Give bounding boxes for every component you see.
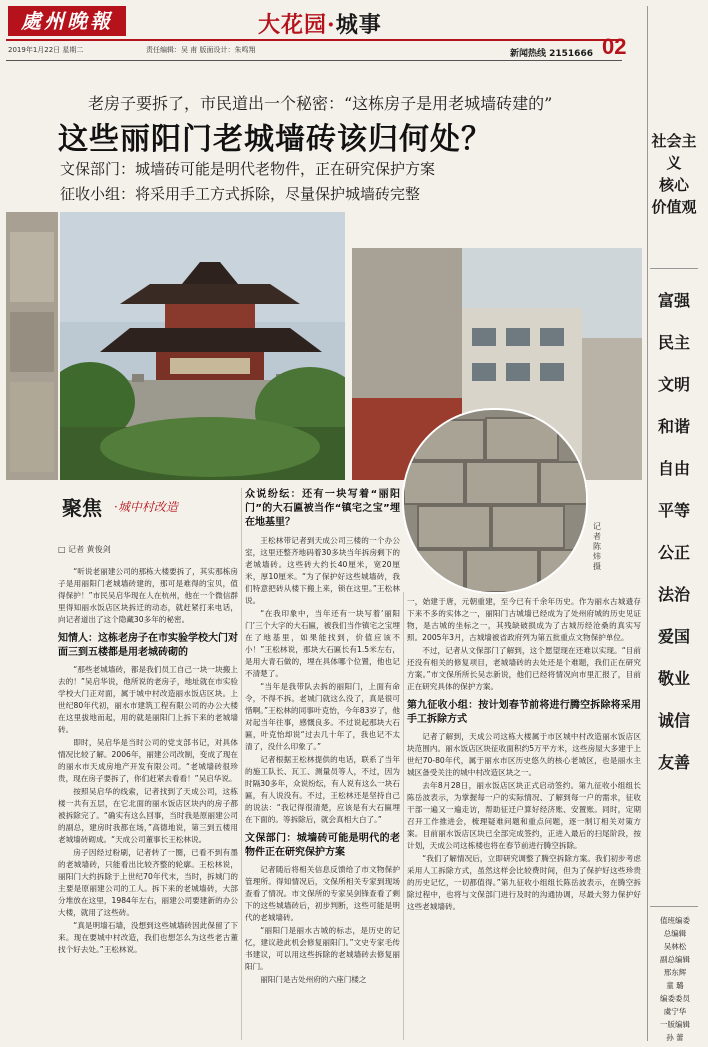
duty-credits [651,914,699,1044]
paragraph: 不过，记者从文保部门了解到，这个愿望现在还难以实现。“目前还没有相关的修复项目，老城墙砖的去处还是个难题，我们正在研究方案。”市文保所所长吴志新说，他们已经将情况向市里汇报了，目前正在研究具体的保护方案。 [407,646,641,691]
focus-title: 聚焦 [62,496,102,520]
column-2 [245,488,400,1040]
rail-value: 爱国 [657,627,690,646]
paragraph: 去年8月28日，丽水饭店区块正式启动签约。第九征收小组组长陈岳波表示，为掌握每一户的实际情况、了解到每一户的需求，征收干部一遍又一遍走访，帮助征迁户算好经济账、安置账。同时，定期召开工作推进会，梳理疑难问题和重点问题，逐一制订相关对策方案。目前丽水饭店区块已全部完成签约，正进入最后的扫尾阶段，按计划，天成公司这栋楼也将在春节前进行腾空拆除。 [407,781,641,850]
editor-credits: 责任编辑：吴 甫 版面设计：朱鸣翔 [146,46,256,54]
column-divider [241,488,242,1040]
paragraph: “那些老城墙砖，都是我们员工自己一块一块搬上去的！”吴启华说，他所说的老房子，地址就在市实验学校大门正对面，属于城中村改造丽水饭店区块。上世纪80年代初，丽水市建筑工程有限公司的办公大楼在这里拔地而起，用的就是丽阳门上拆下来的老城墙砖。 [58,665,238,734]
subheading: 文保部门：城墙砖可能是明代的老物件正在研究保护方案 [245,833,400,858]
paragraph: “丽阳门是丽水古城的标志，是历史的记忆，建议趁此机会修复丽阳门。”文史专家毛传书建议，可以用这些拆除的老城墙砖去修复丽阳门。 [245,926,400,971]
credit-line: 童 璐 [666,981,684,990]
rail-slogan-line: 价值观 [651,198,697,216]
paragraph: 即时，吴启华是当时公司的党支部书记，对具体情况比较了解。2006年，丽建公司改制，变成了现在的丽水市天成房地产开发有限公司。“老城墙砖很珍贵，现在房子要拆了，你们赶紧去看看！”吴启华说。 [58,738,238,783]
rail-divider [650,906,698,907]
subheading: 第九征收小组：按计划春节前将进行腾空拆除将采用手工拆除方式 [407,700,641,725]
rail-value: 公正 [657,543,690,562]
subheading: 众说纷纭：还有一块写着“丽阳门”的大石匾被当作“镇宅之宝”埋在地基里？ [245,489,400,528]
rail-slogan-line: 社会主义 [651,132,697,172]
paragraph: “在我印象中，当年还有一块写着‘丽阳门’三个大字的大石匾，被我们当作镇宅之宝埋在了地基里，如果能找到，价值应该不小！”王松林说，那块大石匾长有1.5米左右，是用大青石做的，埋在具体哪个位置，他也记不清楚了。 [245,609,400,678]
rail-value: 平等 [657,501,690,520]
headline-deck-1: 文保部门：城墙砖可能是明代老物件，正在研究保护方案 [60,160,436,178]
paragraph: “当年是我带队去拆的丽阳门，上面有命令，不得不拆。老城门就这么没了，真是很可惜啊。”王松林的同事叶克怡，今年83岁了，他对起当年往事，感慨良多。不过说起那块大石匾，叶克怡却说“过去几十年了，我也记不太清了，没什么印象了。” [245,682,400,751]
photo-city-gate [60,212,345,480]
rail-value: 友善 [657,753,690,772]
paragraph: 记者根据王松林提供的电话，联系了当年的施工队长、瓦工、测量员等人，不过，因为时隔30多年，众说纷纭，有人说有这么一块石匾，有人说没有。不过，王松林还是坚持自己的说法：“我记得很清楚，应该是有大石匾埋在下面的。等拆除后，就会真相大白了。” [245,755,400,824]
rail-slogan-line: 核心 [658,176,689,194]
subheading: 知情人：这栋老房子在市实验学校大门对面三到五楼都是用老城砖砌的 [58,633,238,658]
masthead-underline [6,60,622,61]
credit-line: 孙 蕾 [666,1033,684,1042]
rail-value: 敬业 [657,669,690,688]
paragraph: “我们了解情况后，立即研究调整了腾空拆除方案。我们初步考虑采用人工拆除方式，虽然这样会比较费时间，但为了保护好这些珍贵的历史记忆，一切都值得。”第九征收小组组长陈岳波表示，在腾空拆除过程中，也将与文保部门进行及时的沟通协调，尽最大努力保护好这些老城墙砖。 [407,854,641,911]
page-number: 02 [602,34,627,59]
credit-line: 邢东辉 [663,968,687,977]
column-3 [407,596,641,1040]
paragraph: 房子因经过粉刷，记者转了一圈，已看不到有墨的老城墙砖，只能看出比较齐整的轮廓。王松林说，丽阳门大约拆除于上世纪70年代末，当时，拆城门的主要是原丽建公司的工人。拆下来的老城墙砖，大部分堆放在这里，1984年左右，丽建公司要建新的办公大楼，就用了这些砖。 [58,848,238,917]
rail-value: 和谐 [657,417,690,436]
section-title-red: 大花园 [258,12,328,38]
newspaper-logo: 處州晚報 [8,6,126,36]
paragraph: 丽阳门是古处州府的六座门楼之 [260,975,367,984]
rail-slogan [651,130,697,218]
rail-value: 文明 [657,375,690,394]
credit-line: 总编辑 [663,929,687,938]
rail-value: 自由 [657,459,690,478]
paragraph: 按照吴启华的线索，记者找到了天成公司，这栋楼一共有五层，在它北面的丽水饭店区块内的房子都被拆除完了。“确实有这么回事，当时我是原丽建公司的副总，建房时我都在场，”高德地说，第三到五楼用老城墙砖砌成。“天成公司董事长王松林说。 [58,787,238,844]
credit-line: 吴林松 [663,942,687,951]
photo-city-wall-bricks [402,408,588,594]
paragraph: 记者随后将相关信息反馈给了市文物保护管理所。得知情况后，文保所相关专家到现场查看了情况。市文保所的专家吴剑锋查看了剩下的这些城墙砖后，初步判断，这些可能是明代的老城墙砖。 [245,865,400,922]
credit-line: 值班编委 [660,916,690,925]
rail-divider [650,268,698,269]
paragraph: “真是明墙石墙，没想到这些城墙砖因此保留了下来。现在要城中村改造，我们也想怎么为这些老古董找个好去处。”王松林说。 [58,921,238,954]
credit-line: 编委委员 [660,994,690,1003]
headline-deck-2: 征收小组：将采用手工方式拆除，尽量保护城墙砖完整 [60,185,421,203]
issue-date: 2019年1月22日 星期二 [8,46,84,54]
paragraph: 王松林带记者到天成公司三楼的一个办公室，这里还整齐地码着30多块当年拆房剩下的老城墙砖。这些砖大约长40厘米，宽20厘米，厚10厘米。“为了保护好这些城墙砖，我们特意把砖从楼下搬上来，锁在这里。”王松林说。 [245,536,400,605]
section-title [258,8,382,39]
credit-line: 虞宁华 [663,1007,687,1016]
photo-credit: 记者 陈炜 摄 [593,522,601,571]
column-divider [403,592,404,1040]
credit-line: 一版编辑 [660,1020,690,1029]
paragraph: “听说老丽建公司的那栋大楼要拆了，其实那栋房子是用丽阳门老城墙砖建的，那可是难得的宝贝，值得保护！”市民吴启华现在人在杭州，他在一个微信群里得知丽水饭店区块拆迁的动态，就赶紧打来电话，向记者道出了这个隐藏30多年的秘密。 [58,567,238,624]
headline-main: 这些丽阳门老城墙砖该归何处？ [58,122,492,157]
rail-value: 民主 [657,333,690,352]
focus-banner [62,488,237,528]
reporter-byline: □ 记者 黄俊剑 [58,545,111,554]
section-title-black: 城事 [335,12,382,38]
rail-value: 富强 [657,291,690,310]
rail-value: 法治 [657,585,690,604]
masthead-rule [6,39,622,41]
section-title-dot: · [327,12,336,38]
news-hotline: 新闻热线 2151666 [510,49,593,59]
paragraph: 记者了解到，天成公司这栋大楼属于市区城中村改造丽水饭店区块范围内。丽水饭店区块征收面积约5万平方米，这些房屋大多建于上世纪70-80年代，属于丽水市区历史悠久的核心老城区，也是丽水主城区备受关注的城中村改造区块之一。 [407,732,641,777]
photo-brick-strip [6,212,58,480]
headline-kicker: 老房子要拆了，市民道出一个秘密：“这栋房子是用老城墙砖建的” [88,94,553,113]
focus-subtitle: ·城中村改造 [114,500,178,514]
rail-value: 诚信 [657,711,690,730]
credit-line: 副总编辑 [660,955,690,964]
paragraph: 一，始建于唐，元朝重建，至今已有千余年历史。作为丽水古城遗存下来不多的实体之一，丽阳门古城墙已经成为了处州府城的历史见证物，是古城的坐标之一，其残缺破损成为了古城历经沧桑的真实写照。2005年3月，古城墙被省政府列为第五批重点文物保护单位。 [407,597,641,642]
column-1 [58,566,238,1040]
